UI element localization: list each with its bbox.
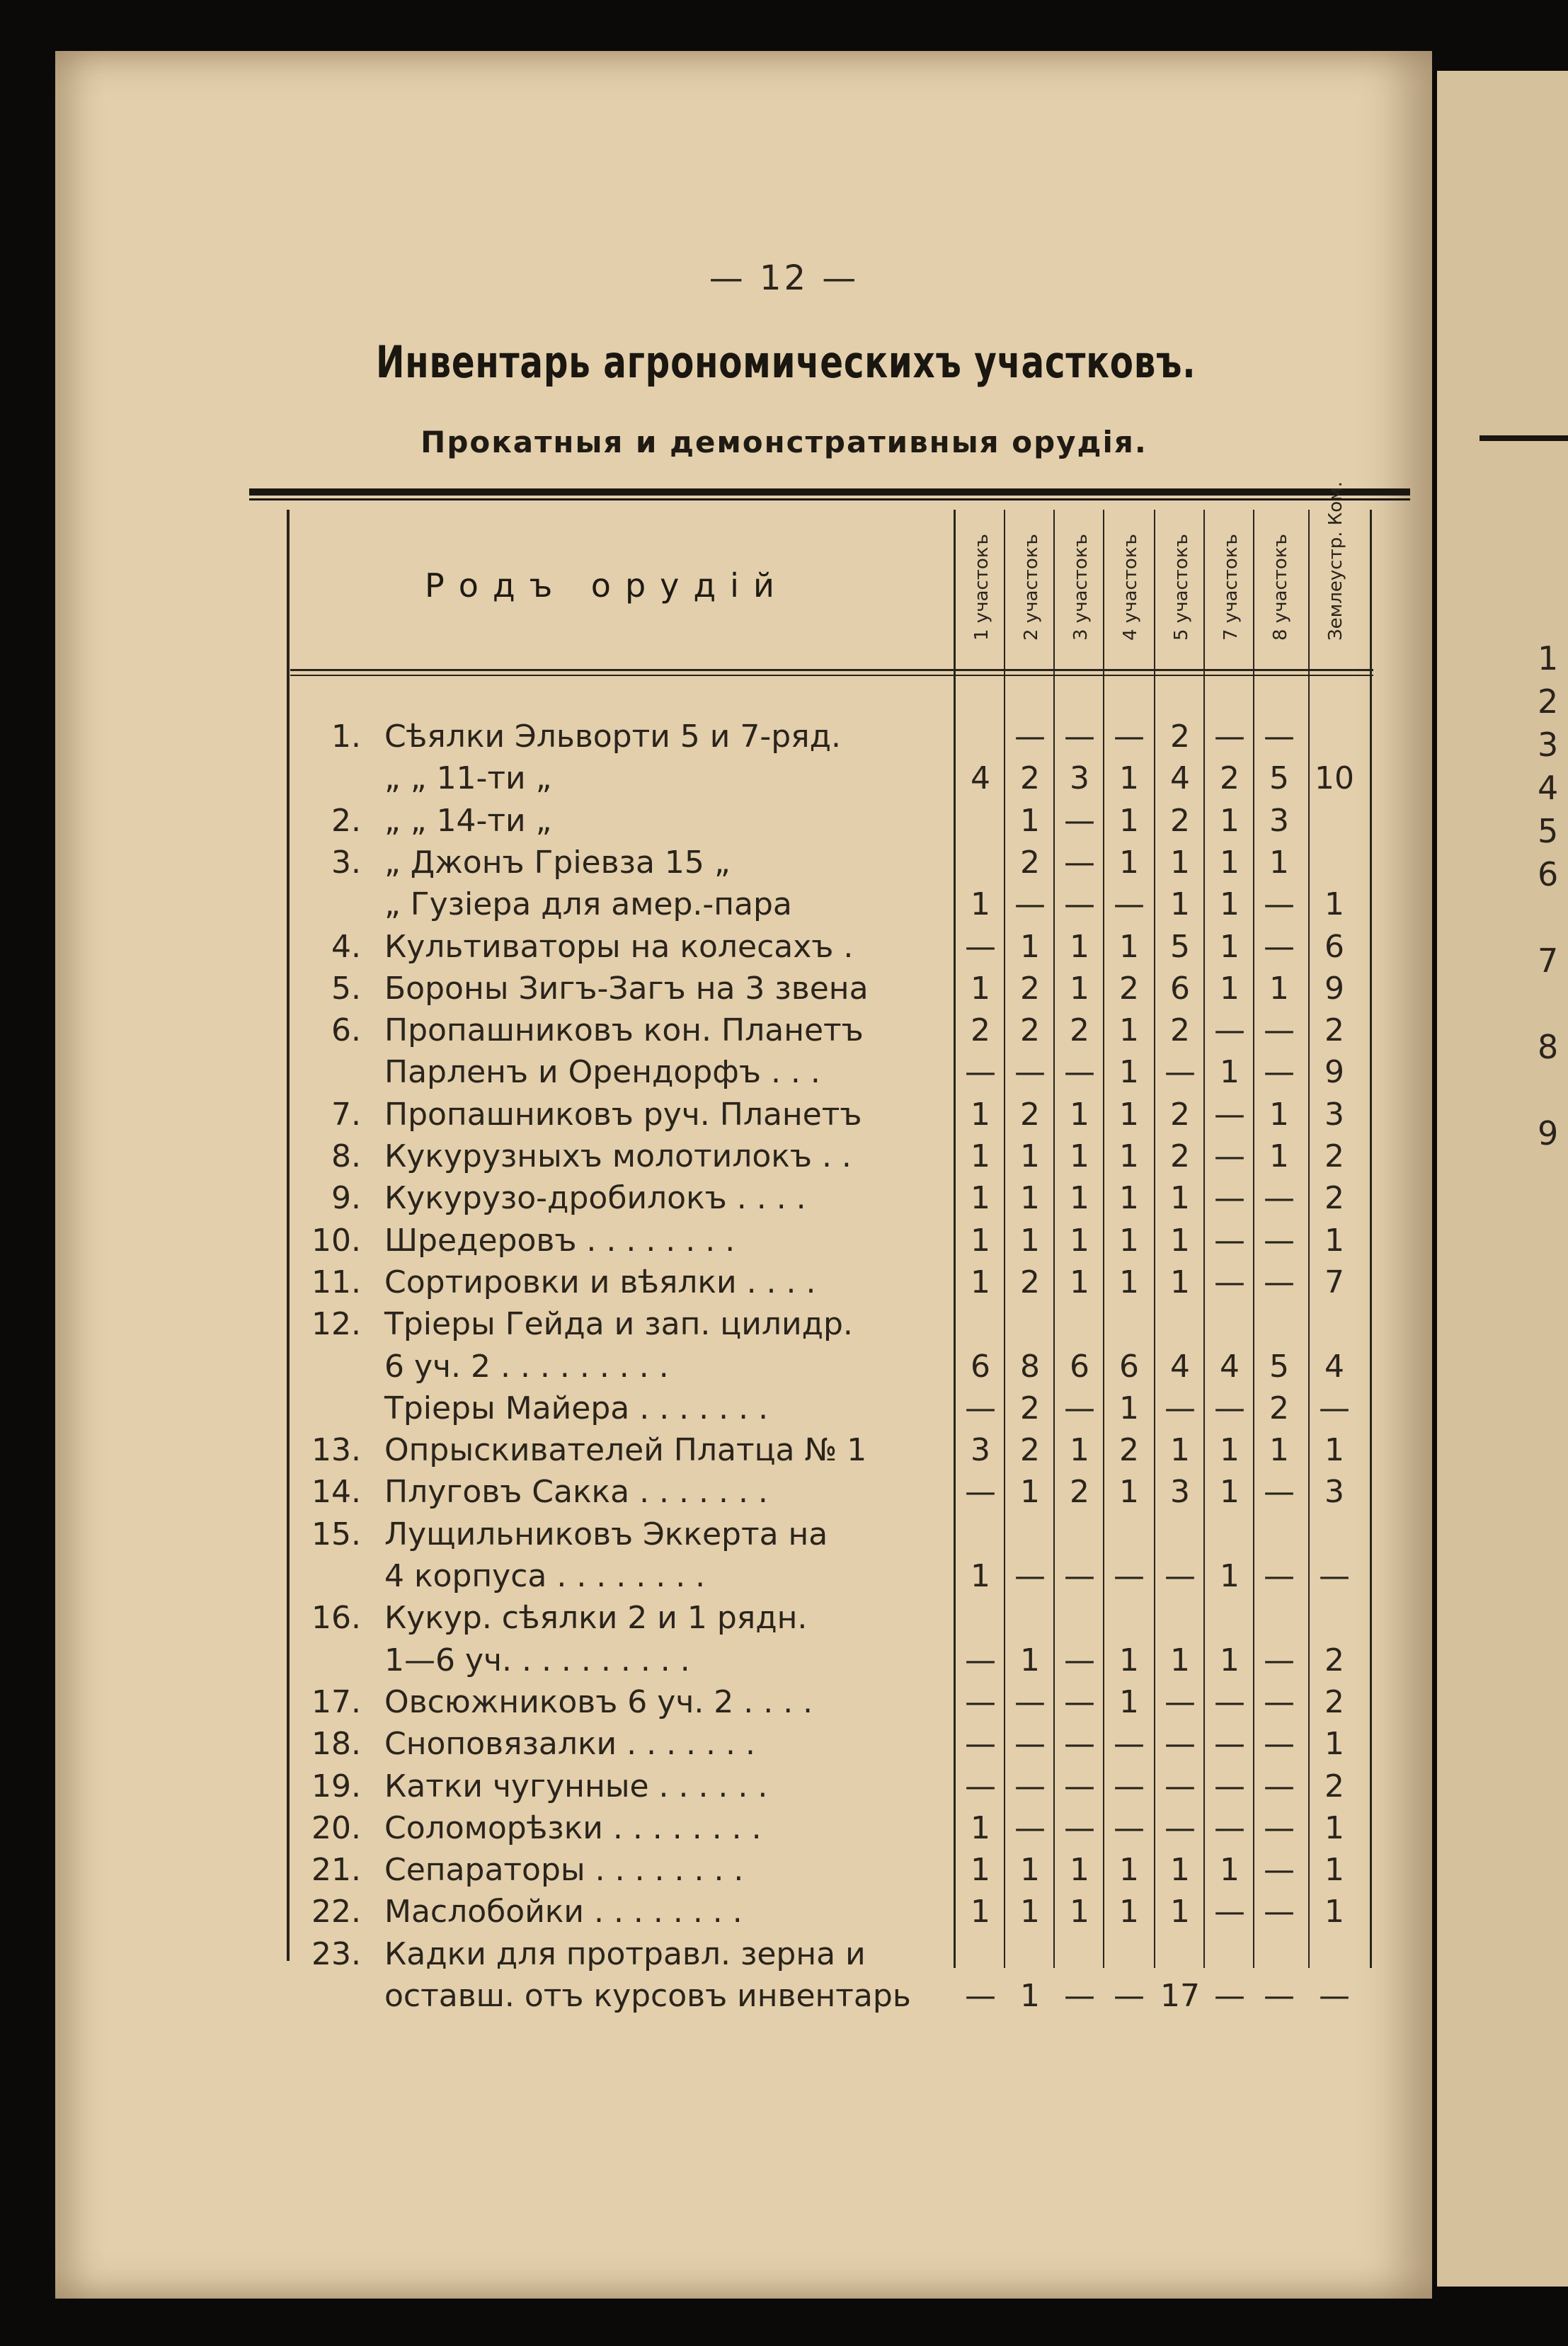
row-number: 7. [331, 1096, 361, 1133]
table-cell: — [1014, 1054, 1046, 1091]
table-cell: 7 [1324, 1264, 1344, 1300]
table-cell: 1 [971, 1096, 990, 1133]
table-cell: — [1064, 719, 1095, 755]
table-cell: — [1264, 1558, 1295, 1594]
table-cell: 1 [1269, 1432, 1289, 1469]
table-cell: 1 [1119, 1642, 1139, 1678]
adjacent-page-number: 9 [1538, 1114, 1559, 1152]
table-cell: — [1264, 928, 1295, 965]
row-number: 18. [311, 1726, 361, 1763]
table-cell: — [1214, 1012, 1245, 1049]
row-number: 12. [311, 1306, 361, 1343]
row-label: Шредеровъ . . . . . . . . [384, 1222, 736, 1259]
table-cell: — [1114, 1978, 1145, 2014]
table-cell: 6 [1324, 928, 1344, 965]
table-cell: 1 [1324, 1852, 1344, 1889]
table-cell: 2 [1119, 970, 1139, 1007]
table-cell: 1 [1119, 844, 1139, 881]
table-cell: 1 [1220, 844, 1240, 881]
table-cell: — [1064, 802, 1095, 839]
table-cell: — [1014, 1768, 1046, 1804]
column-header-label: 8 участокъ [1270, 534, 1291, 641]
table-cell: 1 [1324, 886, 1344, 923]
table-cell: 1 [1020, 1978, 1040, 2014]
table-cell: 2 [1020, 1096, 1040, 1133]
table-cell: — [1164, 1683, 1196, 1720]
table-cell: 1 [1020, 1852, 1040, 1889]
table-cell: 1 [1269, 1138, 1289, 1174]
table-cell: — [1114, 886, 1145, 923]
table-cell: — [1214, 719, 1245, 755]
table-cell: — [965, 1390, 996, 1426]
table-cell: 1 [1119, 1222, 1139, 1259]
table-cell: 1 [1269, 970, 1289, 1007]
table-cell: 1 [1070, 928, 1089, 965]
table-cell: 1 [1220, 1852, 1240, 1889]
table-cell: 2 [1170, 1012, 1190, 1049]
table-cell: 1 [1020, 1180, 1040, 1217]
table-cell: 3 [1324, 1096, 1344, 1133]
table-cell: — [1064, 1683, 1095, 1720]
row-label: Сортировки и вѣялки . . . . [384, 1264, 816, 1300]
row-label: 1—6 уч. . . . . . . . . . [384, 1642, 690, 1678]
table-cell: 6 [1119, 1348, 1139, 1385]
row-label: Парленъ и Орендорфъ . . . [384, 1054, 820, 1091]
row-label: Сепараторы . . . . . . . . [384, 1852, 744, 1889]
row-label: Культиваторы на колесахъ . [384, 928, 854, 965]
table-cell: 1 [1220, 1642, 1240, 1678]
column-header-label: 7 участокъ [1220, 534, 1242, 641]
table-cell: — [1214, 1726, 1245, 1763]
row-label: Бороны Зигъ-Загъ на 3 звена [384, 970, 869, 1007]
table-cell: — [1014, 886, 1046, 923]
table-cell: 1 [1119, 1852, 1139, 1889]
row-number: 10. [311, 1222, 361, 1259]
table-cell: — [1014, 1726, 1046, 1763]
table-cell: 1 [971, 1180, 990, 1217]
table-cell: — [1264, 886, 1295, 923]
table-cell: 1 [1119, 1138, 1139, 1174]
table-cell: 1 [1170, 1180, 1190, 1217]
table-cell: 1 [971, 1809, 990, 1846]
table-cell: 1 [1020, 1894, 1040, 1930]
row-label: 6 уч. 2 . . . . . . . . . [384, 1348, 669, 1385]
row-label: „ „ 11-ти „ [384, 760, 552, 797]
table-cell: 6 [1070, 1348, 1089, 1385]
adjacent-page-number: 4 [1538, 769, 1559, 807]
table-cell: 1 [1070, 1432, 1089, 1469]
table-cell: 3 [1070, 760, 1089, 797]
table-cell: 2 [1020, 760, 1040, 797]
column-header-label: 3 участокъ [1070, 534, 1092, 641]
table-cell: 1 [1220, 1474, 1240, 1511]
table-cell: 1 [1220, 802, 1240, 839]
row-number: 23. [311, 1935, 361, 1972]
row-label: Катки чугунные . . . . . . [384, 1768, 768, 1804]
adjacent-page-number [1538, 896, 1558, 939]
row-label: Тріеры Гейда и зап. цилидр. [384, 1306, 853, 1343]
table-cell: — [1064, 844, 1095, 881]
row-label: Кадки для протравл. зерна и [384, 1935, 866, 1972]
table-cell: 1 [1220, 928, 1240, 965]
table-cell: — [1319, 1390, 1350, 1426]
table-cell: — [1264, 1894, 1295, 1930]
adjacent-page-number [1538, 983, 1558, 1026]
column-header-label: 5 участокъ [1171, 534, 1192, 641]
table-cell: — [1319, 1978, 1350, 2014]
table-cell: 1 [1170, 1852, 1190, 1889]
row-label: Кукур. сѣялки 2 и 1 рядн. [384, 1600, 808, 1637]
table-cell: 3 [1324, 1474, 1344, 1511]
table-cell: — [965, 1474, 996, 1511]
adjacent-page-number [1538, 1069, 1558, 1112]
table-cell: — [965, 1642, 996, 1678]
table-cell: — [1164, 1558, 1196, 1594]
table-cell: 2 [1324, 1180, 1344, 1217]
table-cell: 2 [1020, 1012, 1040, 1049]
table-cell: 1 [971, 1894, 990, 1930]
page-number: — 12 — [709, 258, 859, 298]
row-number: 4. [331, 928, 361, 965]
table-cell: — [1264, 1809, 1295, 1846]
row-label: „ Джонъ Гріевза 15 „ [384, 844, 731, 881]
table-cell: 1 [1170, 1894, 1190, 1930]
table-cell: — [1214, 1809, 1245, 1846]
table-cell: 2 [1220, 760, 1240, 797]
table-cell: 1 [971, 1222, 990, 1259]
row-label: оставш. отъ курсовъ инвентарь [384, 1978, 911, 2014]
table-cell: 17 [1160, 1978, 1200, 2014]
table-top-rule [249, 488, 1410, 496]
table-cell: 2 [1269, 1390, 1289, 1426]
table-cell: 3 [1269, 802, 1289, 839]
row-label: „ „ 14-ти „ [384, 802, 552, 839]
table-cell: — [1214, 1264, 1245, 1300]
row-number: 6. [331, 1012, 361, 1049]
table-cell: — [1164, 1726, 1196, 1763]
table-cell: — [1014, 719, 1046, 755]
row-label: Овсюжниковъ 6 уч. 2 . . . . [384, 1683, 813, 1720]
table-cell: — [1264, 1222, 1295, 1259]
table-cell: — [1064, 1054, 1095, 1091]
table-cell: 2 [1020, 1264, 1040, 1300]
table-cell: — [1064, 1390, 1095, 1426]
table-cell: — [1214, 1768, 1245, 1804]
table-cell: 2 [1170, 1096, 1190, 1133]
table-cell: 1 [1220, 1054, 1240, 1091]
table-cell: 1 [1324, 1894, 1344, 1930]
row-label: Сѣялки Эльворти 5 и 7-ряд. [384, 719, 842, 755]
table-cell: 8 [1020, 1348, 1040, 1385]
table-cell: 3 [971, 1432, 990, 1469]
row-number: 3. [331, 844, 361, 881]
row-number: 14. [311, 1474, 361, 1511]
table-cell: — [1064, 1809, 1095, 1846]
table-cell: 2 [1020, 1432, 1040, 1469]
row-label: Кукурузныхъ молотилокъ . . [384, 1138, 852, 1174]
row-label: Сноповязалки . . . . . . . [384, 1726, 755, 1763]
table-cell: — [1014, 1558, 1046, 1594]
adjacent-page-number: 3 [1538, 726, 1559, 764]
table-cell: 1 [1324, 1432, 1344, 1469]
column-divider [1370, 510, 1372, 1968]
adjacent-page-numbers [1538, 637, 1558, 1155]
table-cell: — [965, 928, 996, 965]
table-cell: 1 [1070, 1264, 1089, 1300]
table-cell: — [965, 1683, 996, 1720]
table-cell: — [1264, 1978, 1295, 2014]
row-number: 1. [331, 719, 361, 755]
table-cell: 2 [971, 1012, 990, 1049]
table-cell: — [1064, 1726, 1095, 1763]
row-number: 15. [311, 1516, 361, 1552]
table-cell: — [1114, 719, 1145, 755]
table-cell: 4 [971, 760, 990, 797]
table-cell: 2 [1119, 1432, 1139, 1469]
table-cell: 1 [1119, 1894, 1139, 1930]
table-cell: — [1064, 1978, 1095, 2014]
row-label: Тріеры Майера . . . . . . . [384, 1390, 769, 1426]
table-cell: — [1214, 1138, 1245, 1174]
adjacent-page-number: 2 [1538, 682, 1559, 721]
table-cell: 1 [1119, 1683, 1139, 1720]
table-cell: — [1264, 1474, 1295, 1511]
table-cell: 1 [1269, 1096, 1289, 1133]
row-number: 16. [311, 1600, 361, 1637]
table-cell: 1 [1324, 1809, 1344, 1846]
table-cell: 1 [1170, 1642, 1190, 1678]
table-cell: — [1114, 1809, 1145, 1846]
adjacent-page-number: 1 [1538, 639, 1559, 677]
table-cell: — [1264, 1852, 1295, 1889]
table-cell: 3 [1170, 1474, 1190, 1511]
table-cell: — [1214, 1096, 1245, 1133]
table-cell: — [1264, 1642, 1295, 1678]
table-cell: 5 [1269, 1348, 1289, 1385]
table-cell: 1 [971, 970, 990, 1007]
table-cell: 1 [1269, 844, 1289, 881]
row-number: 11. [311, 1264, 361, 1300]
table-cell: — [965, 1768, 996, 1804]
table-cell: 9 [1324, 970, 1344, 1007]
table-cell: 1 [1119, 1012, 1139, 1049]
table-cell: — [1114, 1768, 1145, 1804]
table-cell: 2 [1324, 1642, 1344, 1678]
adjacent-page [1437, 71, 1568, 2287]
column-header-label: 4 участокъ [1120, 534, 1141, 641]
row-number: 5. [331, 970, 361, 1007]
table-cell: 1 [971, 1264, 990, 1300]
table-cell: 1 [1119, 802, 1139, 839]
row-label: Опрыскивателей Платца № 1 [384, 1432, 867, 1469]
table-cell: 1 [1070, 1180, 1089, 1217]
table-cell: 1 [1070, 1222, 1089, 1259]
table-cell: 1 [1220, 1558, 1240, 1594]
table-cell: 2 [1020, 844, 1040, 881]
table-cell: — [1064, 1558, 1095, 1594]
table-cell: — [1214, 1978, 1245, 2014]
table-cell: — [1064, 1642, 1095, 1678]
table-cell: 4 [1170, 1348, 1190, 1385]
adjacent-page-number: 6 [1538, 855, 1559, 893]
table-cell: — [1319, 1558, 1350, 1594]
row-label: „ Гузіера для амер.-пара [384, 886, 792, 923]
table-cell: 2 [1324, 1683, 1344, 1720]
table-cell: 4 [1170, 760, 1190, 797]
table-cell: 1 [1070, 1096, 1089, 1133]
table-cell: 2 [1170, 719, 1190, 755]
header-rule-thin [290, 675, 1373, 676]
row-number: 20. [311, 1809, 361, 1846]
column-header-label: Землеустр. Ком. [1325, 481, 1346, 641]
row-label: Пропашниковъ руч. Планетъ [384, 1096, 862, 1133]
table-cell: — [1064, 886, 1095, 923]
table-cell: 2 [1170, 1138, 1190, 1174]
table-cell: 1 [1324, 1222, 1344, 1259]
table-cell: 1 [1119, 1054, 1139, 1091]
table-cell: 1 [971, 886, 990, 923]
page-title: Инвентарь агрономическихъ участковъ. [376, 336, 1196, 388]
column-header-label: 1 участокъ [971, 534, 992, 641]
table-cell: 6 [1170, 970, 1190, 1007]
table-cell: 1 [1170, 844, 1190, 881]
table-cell: 9 [1324, 1054, 1344, 1091]
table-cell: 1 [1119, 760, 1139, 797]
table-cell: — [1014, 1683, 1046, 1720]
row-label: 4 корпуса . . . . . . . . [384, 1558, 706, 1594]
table-cell: — [965, 1726, 996, 1763]
table-cell: 1 [1220, 886, 1240, 923]
table-cell: — [1264, 1180, 1295, 1217]
table-cell: 1 [1020, 928, 1040, 965]
table-cell: 1 [1070, 970, 1089, 1007]
column-header-rod: Родъ орудій [425, 566, 789, 605]
table-cell: 6 [971, 1348, 990, 1385]
table-cell: 2 [1070, 1474, 1089, 1511]
table-cell: 1 [1020, 1222, 1040, 1259]
table-cell: — [1264, 1726, 1295, 1763]
table-cell: 1 [1170, 1222, 1190, 1259]
table-cell: 1 [1119, 1180, 1139, 1217]
table-cell: 1 [1020, 1474, 1040, 1511]
header-rule [290, 669, 1373, 671]
table-top-rule-thin [249, 498, 1410, 500]
table-cell: 5 [1269, 760, 1289, 797]
table-cell: 2 [1170, 802, 1190, 839]
table-cell: 2 [1020, 1390, 1040, 1426]
table-cell: — [1114, 1726, 1145, 1763]
adjacent-page-number: 8 [1538, 1028, 1559, 1066]
table-cell: 4 [1220, 1348, 1240, 1385]
table-cell: 1 [1119, 928, 1139, 965]
row-number: 13. [311, 1432, 361, 1469]
table-cell: 2 [1324, 1138, 1344, 1174]
table-cell: 5 [1170, 928, 1190, 965]
table-cell: — [1264, 1768, 1295, 1804]
table-cell: 1 [1020, 1642, 1040, 1678]
table-cell: — [965, 1054, 996, 1091]
table-cell: 1 [1119, 1390, 1139, 1426]
table-cell: — [1214, 1390, 1245, 1426]
table-cell: 1 [1170, 1264, 1190, 1300]
table-cell: — [1264, 1054, 1295, 1091]
table-cell: — [1264, 1264, 1295, 1300]
table-cell: 2 [1070, 1012, 1089, 1049]
adjacent-page-number: 5 [1538, 812, 1559, 850]
table-cell: 1 [1324, 1726, 1344, 1763]
row-label: Кукурузо-дробилокъ . . . . [384, 1180, 806, 1217]
table-cell: 1 [1170, 886, 1190, 923]
table-cell: 1 [1170, 1432, 1190, 1469]
table-cell: 1 [971, 1852, 990, 1889]
table-cell: 1 [1070, 1138, 1089, 1174]
table-cell: — [1264, 1683, 1295, 1720]
row-number: 22. [311, 1894, 361, 1930]
adjacent-page-number: 7 [1538, 942, 1559, 980]
table-cell: 4 [1324, 1348, 1344, 1385]
table-cell: — [965, 1978, 996, 2014]
table-cell: 1 [1119, 1264, 1139, 1300]
table-cell: — [1114, 1558, 1145, 1594]
page-subtitle: Прокатныя и демонстративныя орудія. [420, 425, 1148, 459]
row-label: Плуговъ Сакка . . . . . . . [384, 1474, 768, 1511]
table-cell: — [1064, 1768, 1095, 1804]
table-cell: — [1214, 1222, 1245, 1259]
table-cell: — [1164, 1390, 1196, 1426]
row-label: Пропашниковъ кон. Планетъ [384, 1012, 864, 1049]
table-cell: 1 [1220, 970, 1240, 1007]
row-label: Маслобойки . . . . . . . . [384, 1894, 743, 1930]
table-cell: 1 [1070, 1852, 1089, 1889]
table-cell: — [1164, 1768, 1196, 1804]
table-cell: — [1264, 719, 1295, 755]
table-cell: 1 [1220, 1432, 1240, 1469]
table-cell: — [1164, 1054, 1196, 1091]
table-cell: 1 [1020, 802, 1040, 839]
table-cell: — [1214, 1894, 1245, 1930]
row-number: 21. [311, 1852, 361, 1889]
table-cell: 1 [971, 1138, 990, 1174]
table-cell: 2 [1324, 1768, 1344, 1804]
row-number: 8. [331, 1138, 361, 1174]
row-number: 17. [311, 1683, 361, 1720]
row-number: 2. [331, 802, 361, 839]
row-label: Лущильниковъ Эккерта на [384, 1516, 828, 1552]
table-cell: 2 [1020, 970, 1040, 1007]
table-cell: 1 [1020, 1138, 1040, 1174]
table-cell: 2 [1324, 1012, 1344, 1049]
table-cell: 10 [1315, 760, 1354, 797]
table-cell: 1 [1070, 1894, 1089, 1930]
table-cell: 1 [1119, 1474, 1139, 1511]
table-cell: — [1264, 1012, 1295, 1049]
table-cell: — [1164, 1809, 1196, 1846]
table-cell: 1 [971, 1558, 990, 1594]
column-header-label: 2 участокъ [1021, 534, 1042, 641]
row-number: 9. [331, 1180, 361, 1217]
row-number: 19. [311, 1768, 361, 1804]
row-label: Соломорѣзки . . . . . . . . [384, 1809, 762, 1846]
table-cell: — [1214, 1180, 1245, 1217]
column-divider [287, 510, 290, 1961]
table-cell: — [1214, 1683, 1245, 1720]
table-cell: — [1014, 1809, 1046, 1846]
table-cell: 1 [1119, 1096, 1139, 1133]
